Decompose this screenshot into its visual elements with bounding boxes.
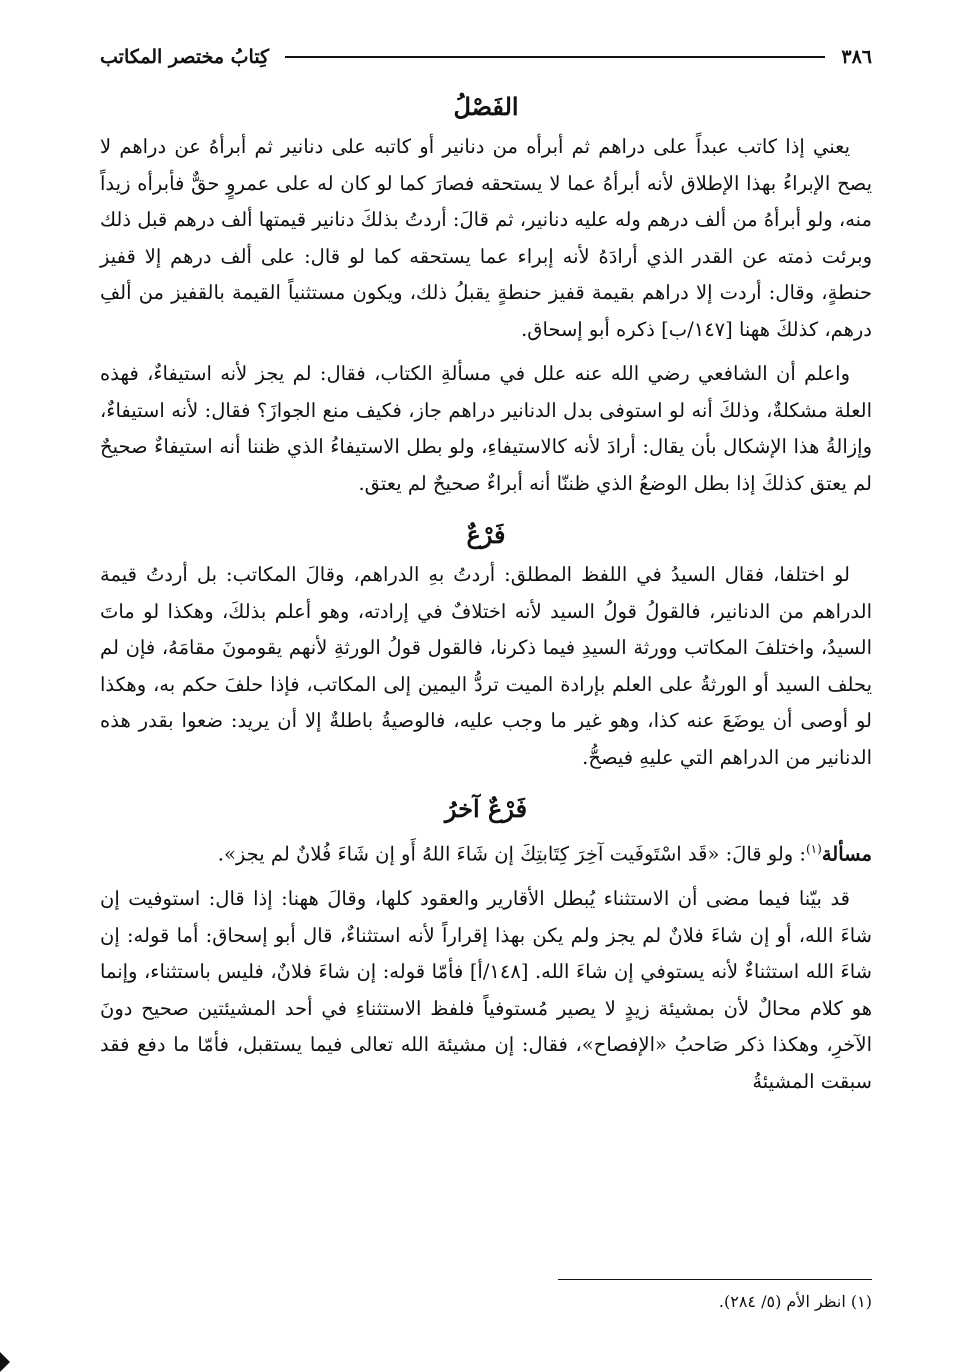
section-heading-far: فَرْعٌ [466, 520, 506, 549]
book-title: كِتابُ مختصر المكاتب [100, 46, 270, 68]
paragraph: واعلم أن الشافعي رضي الله عنه علل في مسألةِ الكتاب، فقال: لم يجز لأنه استيفاءٌ، فهذه العلة مشكلةٌ، وذلكَ أنه لو استوفى بدل الدنانير دراهم جاز، فكيف منع الجوازَ؟ فقال: لأنه استيفاءٌ، وإزالةُ هذا الإشكال بأن يقال: أرادَ لأنه كالاستيفاءِ، ولو بطل الاستيفاءُ الذي ظننا أنه استيفاءٌ صحيحٌ لم يعتق كذلكَ إذا بطل الوضعُ الذي ظننّا أنه أبراءٌ صحيحٌ لم يعتق. [100, 362, 872, 495]
footnote: (١) انظر الأم (٥/ ٢٨٤). [718, 1292, 872, 1311]
header-rule [285, 56, 825, 58]
footnote-reference: (١) [805, 842, 822, 856]
masala-paragraph [100, 831, 872, 873]
masala-label: مسألة [821, 842, 872, 866]
running-head [100, 40, 872, 74]
corner-mark [0, 1352, 10, 1372]
footnote-rule [558, 1279, 872, 1280]
paragraph: يعني إذا كاتب عبداً على دراهم ثم أبرأه من دنانير أو كاتبه على دنانير ثم أبرأهُ عن دراهم لا يصح الإبراءُ بهذا الإطلاق لأنه أبرأهُ عما لا يستحقه فصارَ كما لو كان له على عمروٍ حقٌّ فأبرأه زيداً منه، ولو أبرأهُ من ألف درهم وله عليه دنانير، ثم قالَ: أردتُ بذلكَ دنانير قيمتها ألف درهم قبل ذلك وبرئت ذمته عن القدر الذي أرادَهُ لأنه إبراء عما يستحقه كما لو قال: على ألف درهم إلا قفيز حنطةٍ، وقال: أردت إلا دراهم بقيمة قفيز حنطةٍ يقبلُ ذلك، ويكون مستثنياً القيمة بالقفيز من ألفِ درهم، كذلكَ ههنا [١٤٧/ب] ذكره أبو إسحاق. [100, 135, 872, 341]
paragraph: لو اختلفا، فقال السيدُ في اللفظ المطلق: أردتُ بهِ الدراهم، وقالَ المكاتب: بل أردتُ قيمة الدراهم من الدنانير، فالقولُ قولُ السيد لأنه اختلافٌ في إرادته، وهو أعلم بذلكَ، وهكذا لو ماتَ السيدُ، واختلفَ المكاتب وورثة السيدِ فيما ذكرنا، فالقول قولُ الورثةِ لأنهم يقومونَ مقامَهُ، فإن لم يحلف السيد أو الورثةُ على العلم بإرادة الميت تردُّ اليمين إلى المكاتب، فإذا حلفَ حكم به، وهكذا لو أوصى أن يوضَعَ عنه كذا، وهو غير ما وجب عليه، فالوصيةُ باطلةٌ إلا أن يريد: ضعوا بقدر هذه الدنانير من الدراهم التي عليهِ فيصحُّ. [100, 563, 872, 769]
masala-text: : ولو قالَ: «قَد اسْتَوفَيت آخِرَ كِتَابتِكَ إن شَاءَ اللهُ أَو إن شَاءَ فُلانٌ لم يجز». [217, 842, 806, 866]
section-heading-fasl: الفَصْلُ [453, 92, 519, 121]
section-heading-far-akhar: فَرْعٌ آخرُ [444, 794, 528, 823]
document-page [100, 40, 872, 1108]
paragraph: قد بيّنا فيما مضى أن الاستثناء يُبطل الأقارير والعقود كلها، وقالَ ههنا: إذا قال: استوفيت إن شاءَ الله، أو إن شاءَ فلانٌ لم يجز ولم يكن بهذا إقراراً لأنه استثناءٌ، قال أبو إسحاق: أما قوله: إن شاءَ الله استثناءٌ لأنه يستوفي إن شاءَ الله. [١٤٨/أ] فأمّا قوله: إن شاءَ فلانٌ، فليس باستثناء، وإنما هو كلام محالٌ لأن بمشيئة زيدٍ لا يصير مُستوفياً فلفظ الاستثناءِ في أحد المشيئتين صحيح دونَ الآخرِ، وهكذا ذكر صَاحبُ «الإفصاح»، فقال: إن مشيئة الله تعالى فيما يستقبل، فأمّا ما دفع فقد سبقت المشيئةُ [100, 887, 872, 1093]
page-number: ٣٨٦ [841, 46, 872, 68]
